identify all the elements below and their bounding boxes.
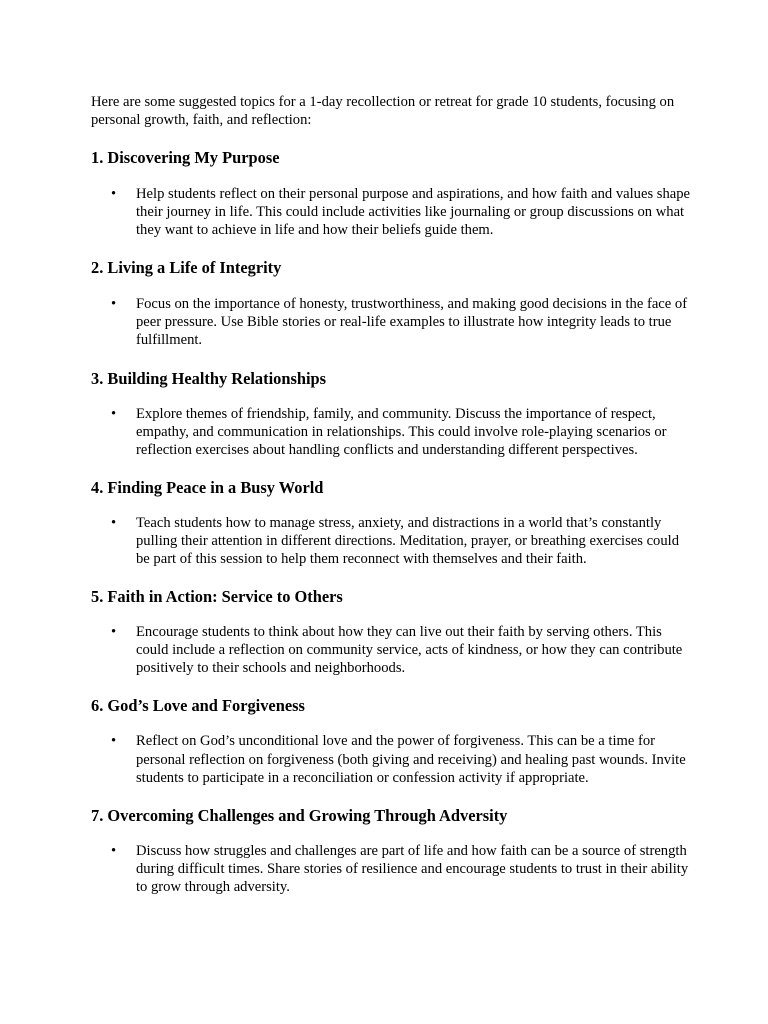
bullet-icon: • [111, 624, 117, 641]
list-item [91, 185, 691, 239]
bullet-list [91, 405, 691, 459]
list-item [91, 405, 691, 459]
section-heading: 6. God’s Love and Forgiveness [91, 696, 305, 716]
section-7 [91, 806, 691, 896]
bullet-icon: • [111, 842, 117, 859]
section-4 [91, 478, 691, 568]
section-2 [91, 258, 691, 349]
list-item [91, 514, 691, 568]
document-page [91, 94, 691, 896]
section-heading: 7. Overcoming Challenges and Growing Through Adversity [91, 805, 508, 825]
bullet-text: Teach students how to manage stress, anxiety, and distractions in a world that’s constantly pulling their attention in different directions. Meditation, prayer, or breathing exercises could be part of this session to help them reconnect with themselves and their faith. [136, 514, 680, 568]
bullet-list [91, 623, 691, 677]
bullet-icon: • [111, 733, 117, 750]
list-item [91, 295, 691, 349]
section-3 [91, 369, 691, 459]
bullet-icon: • [111, 296, 117, 313]
section-6 [91, 696, 691, 786]
bullet-list [91, 295, 691, 349]
bullet-list [91, 514, 691, 568]
intro-paragraph: Here are some suggested topics for a 1-day recollection or retreat for grade 10 students, focusing on personal growth, faith, and reflection: [91, 94, 675, 128]
bullet-text: Discuss how struggles and challenges are part of life and how faith can be a source of strength during difficult times. Share stories of resilience and encourage students to trust in their ability to grow through adversity. [136, 842, 689, 895]
bullet-list [91, 185, 691, 239]
list-item [91, 732, 691, 786]
bullet-icon: • [111, 405, 117, 422]
section-heading: 2. Living a Life of Integrity [91, 258, 282, 278]
bullet-text: Help students reflect on their personal purpose and aspirations, and how faith and values shape their journey in life. This could include activities like journaling or group discussions on what they want to achieve in life and how their beliefs guide them. [136, 186, 690, 239]
bullet-list [91, 842, 691, 896]
list-item [91, 842, 691, 896]
bullet-icon: • [111, 186, 117, 202]
section-5 [91, 587, 691, 677]
bullet-text: Reflect on God’s unconditional love and the power of forgiveness. This can be a time for personal reflection on forgiveness (both giving and receiving) and healing past wounds. Invite students to participate in a reconciliation or confession activity if appropriate. [136, 733, 686, 786]
section-heading: 4. Finding Peace in a Busy World [91, 477, 324, 497]
bullet-text: Focus on the importance of honesty, trustworthiness, and making good decisions in the face of peer pressure. Use Bible stories or real-life examples to illustrate how integrity leads to true fulfillment. [136, 296, 688, 349]
bullet-text: Encourage students to think about how they can live out their faith by serving others. This could include a reflection on community service, acts of kindness, or how they can contribute positively to their schools and neighborhoods. [136, 624, 683, 677]
section-heading: 3. Building Healthy Relationships [91, 368, 326, 388]
bullet-text: Explore themes of friendship, family, and community. Discuss the importance of respect, empathy, and communication in relationships. This could involve role-playing scenarios or reflection exercises about handling conflicts and understanding different perspectives. [136, 405, 667, 458]
bullet-icon: • [111, 514, 117, 531]
section-heading: 1. Discovering My Purpose [91, 148, 280, 167]
section-1 [91, 148, 691, 239]
section-heading: 5. Faith in Action: Service to Others [91, 587, 343, 607]
bullet-list [91, 732, 691, 786]
list-item [91, 623, 691, 677]
